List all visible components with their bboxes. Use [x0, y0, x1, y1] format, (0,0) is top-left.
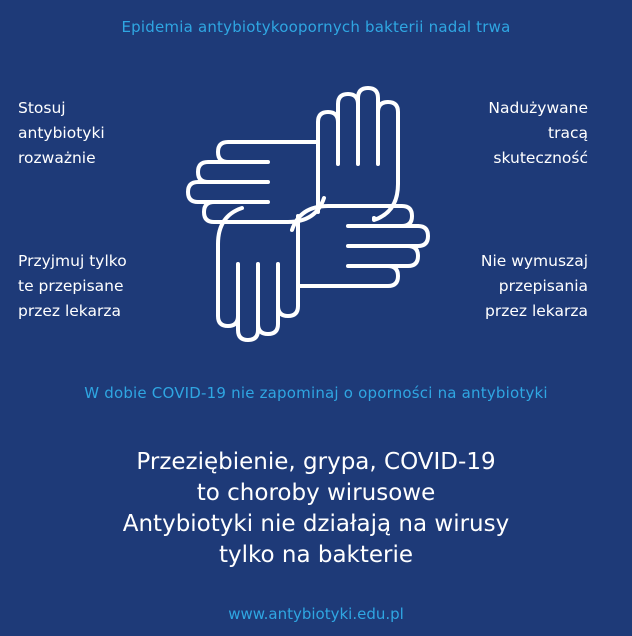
- hand-up-icon: [318, 88, 398, 220]
- page-title: Epidemia antybiotykoopornych bakterii nadal trwa: [121, 18, 511, 36]
- covid-note: W dobie COVID-19 nie zapominaj o oporności na antybiotyki: [84, 384, 548, 402]
- main-message-line: tylko na bakterie: [218, 542, 414, 568]
- main-message: [0, 447, 632, 571]
- main-message-line: to choroby wirusowe: [196, 480, 436, 506]
- hand-left-icon: [188, 142, 324, 222]
- tip-bottom-left: Przyjmuj tylko te przepisane przez lekarza: [18, 252, 127, 320]
- hand-right-icon: [292, 206, 428, 286]
- website-link[interactable]: www.antybiotyki.edu.pl: [228, 605, 404, 623]
- tip-top-left: Stosuj antybiotyki rozważnie: [18, 99, 105, 167]
- hand-down-icon: [218, 208, 298, 340]
- main-message-line: Przeziębienie, grypa, COVID-19: [136, 449, 496, 475]
- four-hands-icon: [168, 84, 448, 344]
- tip-top-right: Nadużywane tracą skuteczność: [488, 99, 588, 167]
- main-message-line: Antybiotyki nie działają na wirusy: [122, 511, 510, 537]
- tip-bottom-right: Nie wymuszaj przepisania przez lekarza: [480, 252, 588, 320]
